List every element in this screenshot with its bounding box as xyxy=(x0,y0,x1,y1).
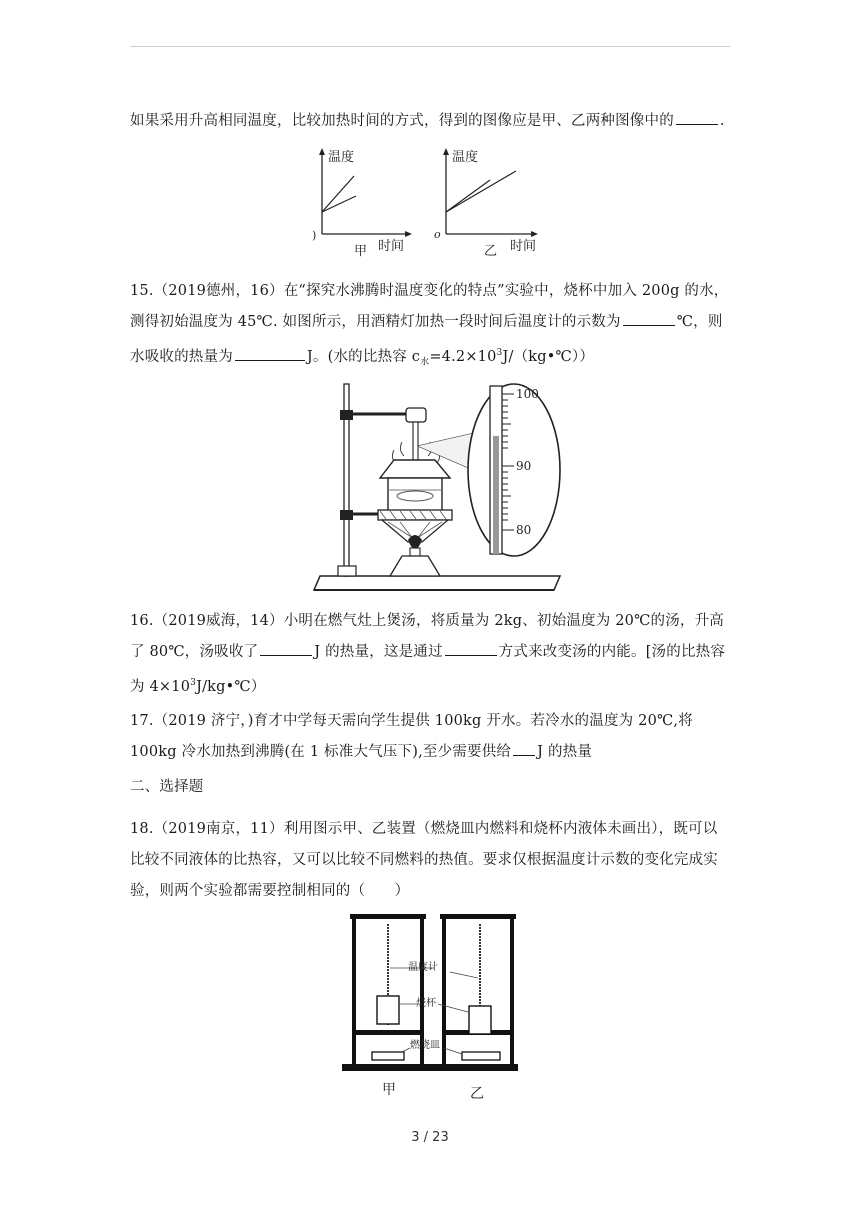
graph-yi-ylabel: 温度 xyxy=(452,150,479,165)
q15-text-4: =4.2×10 xyxy=(429,348,497,365)
wire-gauze xyxy=(378,510,452,520)
label-yi: 乙 xyxy=(470,1086,484,1102)
page-number: 3 / 23 xyxy=(411,1130,449,1145)
graph-yi-y-arrow xyxy=(443,148,449,155)
q14-tail xyxy=(130,106,730,137)
graph-yi xyxy=(432,146,544,258)
question-16 xyxy=(130,606,730,703)
stand-base xyxy=(314,576,560,590)
question-15 xyxy=(130,276,730,379)
q14-end: . xyxy=(719,113,725,129)
q16-blank-method xyxy=(445,641,497,657)
graph-jia-caption: 甲 xyxy=(354,244,368,258)
graph-jia-line-steep xyxy=(322,176,354,212)
graph-jia-origin: ) xyxy=(312,229,317,242)
apparatus-jia-yi-figure xyxy=(338,908,522,1104)
section-heading-choice: 二、选择题 xyxy=(130,779,204,795)
q14-text: 如果采用升高相同温度，比较加热时间的方式，得到的图像应是甲、乙两种图像中的 xyxy=(130,113,674,129)
q17-text-2: J 的热量 xyxy=(537,744,593,760)
graph-yi-x-arrow xyxy=(531,231,538,237)
stand-jia-platform xyxy=(352,1030,424,1035)
q15-text-2: ℃，则水吸收的热量为 xyxy=(130,314,723,365)
apparatus-base xyxy=(342,1064,518,1071)
header-rule xyxy=(130,46,730,47)
label-thermometer: 温度计 xyxy=(408,962,438,973)
graph-jia-y-arrow xyxy=(319,148,325,155)
scale-label-100: 100 xyxy=(516,387,539,401)
label-beaker: 烧杯 xyxy=(416,998,436,1009)
stand-yi-rod-left xyxy=(442,916,446,1066)
beaker-jia xyxy=(377,996,399,1024)
q17-blank xyxy=(513,741,535,757)
label-dish: 燃烧皿 xyxy=(410,1040,440,1051)
graph-yi-origin: o xyxy=(434,228,441,241)
scale-label-80: 80 xyxy=(516,523,532,537)
label-jia: 甲 xyxy=(382,1082,396,1098)
dish-jia xyxy=(372,1052,404,1060)
graph-jia-x-arrow xyxy=(405,231,412,237)
q15-sup: 3 xyxy=(496,348,503,358)
graph-yi-caption: 乙 xyxy=(484,244,498,258)
graph-jia xyxy=(308,146,418,258)
dish-yi xyxy=(462,1052,500,1060)
scale-label-90: 90 xyxy=(516,459,532,473)
question-18: 18.（2019南京，11）利用图示甲、乙装置（燃烧皿内燃料和烧杯内液体未画出），既可以比较不同液体的比热容，又可以比较不同燃料的热值。要求仅根据温度计示数的变化完成实验，则两个实验都需要控制相同的（ ） xyxy=(130,821,718,899)
beaker xyxy=(388,478,442,512)
q15-text-1: 15.（2019德州，16）在“探究水沸腾时温度变化的特点”实验中，烧杯中加入 200g 的水，测得初始温度为 45℃. 如图所示，用酒精灯加热一段时间后温度计的示数为 xyxy=(130,283,729,330)
q16-text-3: 方式来改变汤的内能。[汤的比热容为 4×10 xyxy=(130,644,726,695)
graph-jia-xlabel: 时间 xyxy=(378,239,405,254)
mercury-column xyxy=(493,436,499,554)
q14-answer-blank xyxy=(676,110,718,126)
q17-text-1: 17.（2019 济宁，)育才中学每天需向学生提供 100kg 开水。若冷水的温度为 20℃,将 100kg 冷水加热到沸腾(在 1 标准大气压下),至少需要供给 xyxy=(130,713,698,760)
q15-text-3: J。(水的比热容 c xyxy=(306,348,421,365)
q15-sub-water: 水 xyxy=(420,357,430,368)
q15-text-5: J/（kg•℃）） xyxy=(502,348,595,365)
beaker-yi xyxy=(469,1006,491,1034)
q16-blank-heat xyxy=(260,641,312,657)
boiling-apparatus-figure xyxy=(310,380,570,598)
q16-sup: 3 xyxy=(190,678,197,688)
alcohol-lamp xyxy=(390,556,440,576)
q16-text-4: J/kg•℃） xyxy=(196,678,266,695)
graph-jia-line-shallow xyxy=(322,196,356,212)
q15-blank-temperature xyxy=(623,311,675,327)
graph-yi-xlabel: 时间 xyxy=(510,239,537,254)
q15-blank-heat xyxy=(235,345,305,361)
graph-jia-ylabel: 温度 xyxy=(328,150,355,165)
q16-text-1: 16.（2019威海，14）小明在燃气灶上煲汤，将质量为 2kg、初始温度为 20℃的汤，升高了 80℃，汤吸收了 xyxy=(130,613,724,660)
beaker-cover xyxy=(380,460,450,478)
stand-jia-rod-left xyxy=(352,916,356,1066)
q16-text-2: J 的热量，这是通过 xyxy=(314,644,443,660)
graph-yi-line-shallow xyxy=(446,171,516,212)
stand-yi-rod-right xyxy=(510,916,514,1066)
question-17 xyxy=(130,706,730,768)
graph-yi-line-steep xyxy=(446,180,490,212)
